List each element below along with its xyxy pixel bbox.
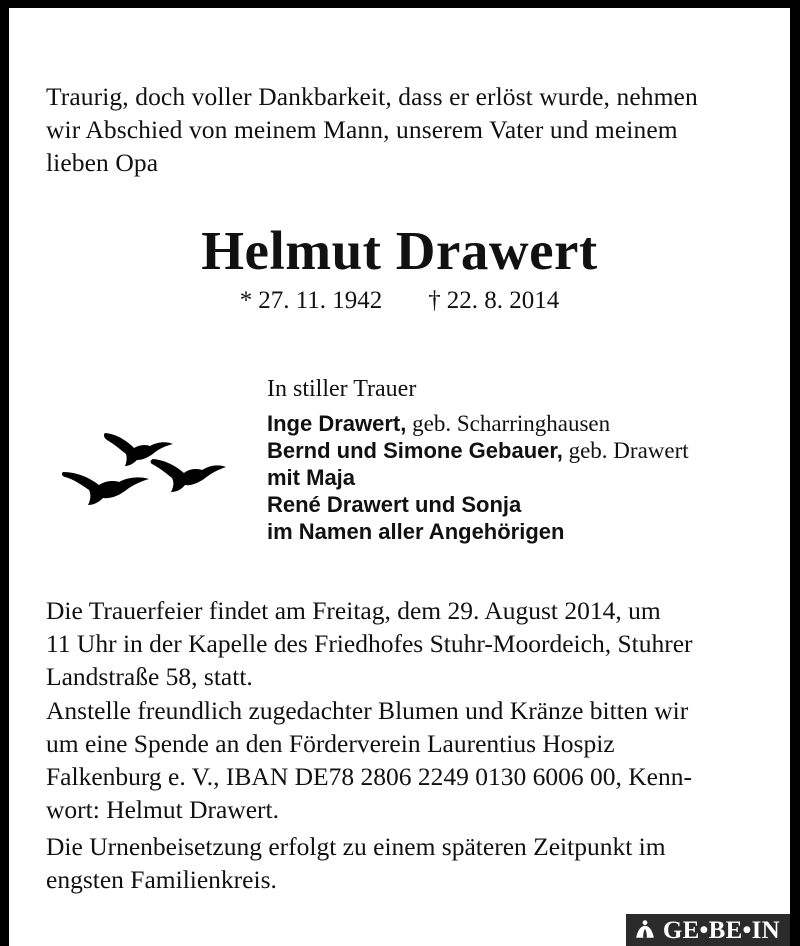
birth-symbol-icon: * (239, 287, 253, 314)
ceremony-line-1: Die Trauerfeier findet am Freitag, dem 29. August 2014, um (46, 596, 661, 625)
mourners-block (267, 374, 767, 545)
birth-date: 27. 11. 1942 (258, 287, 383, 314)
urn-paragraph (46, 830, 764, 896)
mourner-name: Inge Drawert, (267, 411, 407, 436)
notice-inner (9, 8, 790, 946)
donation-line-4: wort: Helmut Drawert. (46, 795, 279, 824)
mourner-maiden-name: geb. Drawert (562, 438, 689, 463)
intro-paragraph (46, 80, 764, 179)
mourner-name: mit Maja (267, 465, 356, 490)
mourner-name: im Namen aller Angehörigen (267, 519, 565, 544)
gebein-figure-icon (634, 919, 656, 941)
mourner-line (267, 410, 767, 437)
seagull-icon-right (151, 459, 226, 492)
birth-date-group (240, 287, 383, 314)
seagulls-illustration (61, 428, 226, 508)
intro-line-1: Traurig, doch voller Dankbarkeit, dass er erlöst wurde, nehmen (46, 82, 698, 111)
ceremony-paragraph (46, 594, 764, 693)
gebein-logo-text: GE•BE•IN (662, 916, 780, 944)
mourner-maiden-name: geb. Scharringhausen (406, 411, 611, 436)
mourner-line (267, 491, 767, 518)
deceased-name: Helmut Drawert (201, 220, 598, 281)
deceased-block (9, 220, 790, 316)
donation-line-3-iban: Falkenburg e. V., IBAN DE78 2806 2249 0130 6006 00, Kenn- (46, 762, 692, 791)
life-dates (9, 286, 790, 316)
ceremony-line-2: 11 Uhr in der Kapelle des Friedhofes Stuhr-Moordeich, Stuhrer (46, 629, 693, 658)
gebein-logo (626, 914, 790, 946)
death-date: 22. 8. 2014 (446, 287, 560, 314)
intro-line-3: lieben Opa (46, 148, 159, 177)
mourner-line (267, 518, 767, 545)
mourner-name: Bernd und Simone Gebauer, (267, 438, 563, 463)
donation-line-2: um eine Spende an den Förderverein Laurentius Hospiz (46, 729, 615, 758)
donation-paragraph (46, 694, 764, 826)
donation-line-1: Anstelle freundlich zugedachter Blumen und Kränze bitten wir (46, 696, 689, 725)
mourner-line (267, 437, 767, 464)
seagull-icon-left (62, 472, 149, 505)
urn-line-1: Die Urnenbeisetzung erfolgt zu einem späteren Zeitpunkt im (46, 832, 666, 861)
death-date-group (428, 287, 559, 314)
urn-line-2: engsten Familienkreis. (46, 865, 277, 894)
ceremony-line-3: Landstraße 58, statt. (46, 662, 253, 691)
mourner-line (267, 464, 767, 491)
cross-symbol-icon: † (428, 287, 441, 314)
mourners-heading: In stiller Trauer (267, 376, 417, 402)
intro-line-2: wir Abschied von meinem Mann, unserem Vater und meinem (46, 115, 678, 144)
mourner-name: René Drawert und Sonja (267, 492, 522, 517)
